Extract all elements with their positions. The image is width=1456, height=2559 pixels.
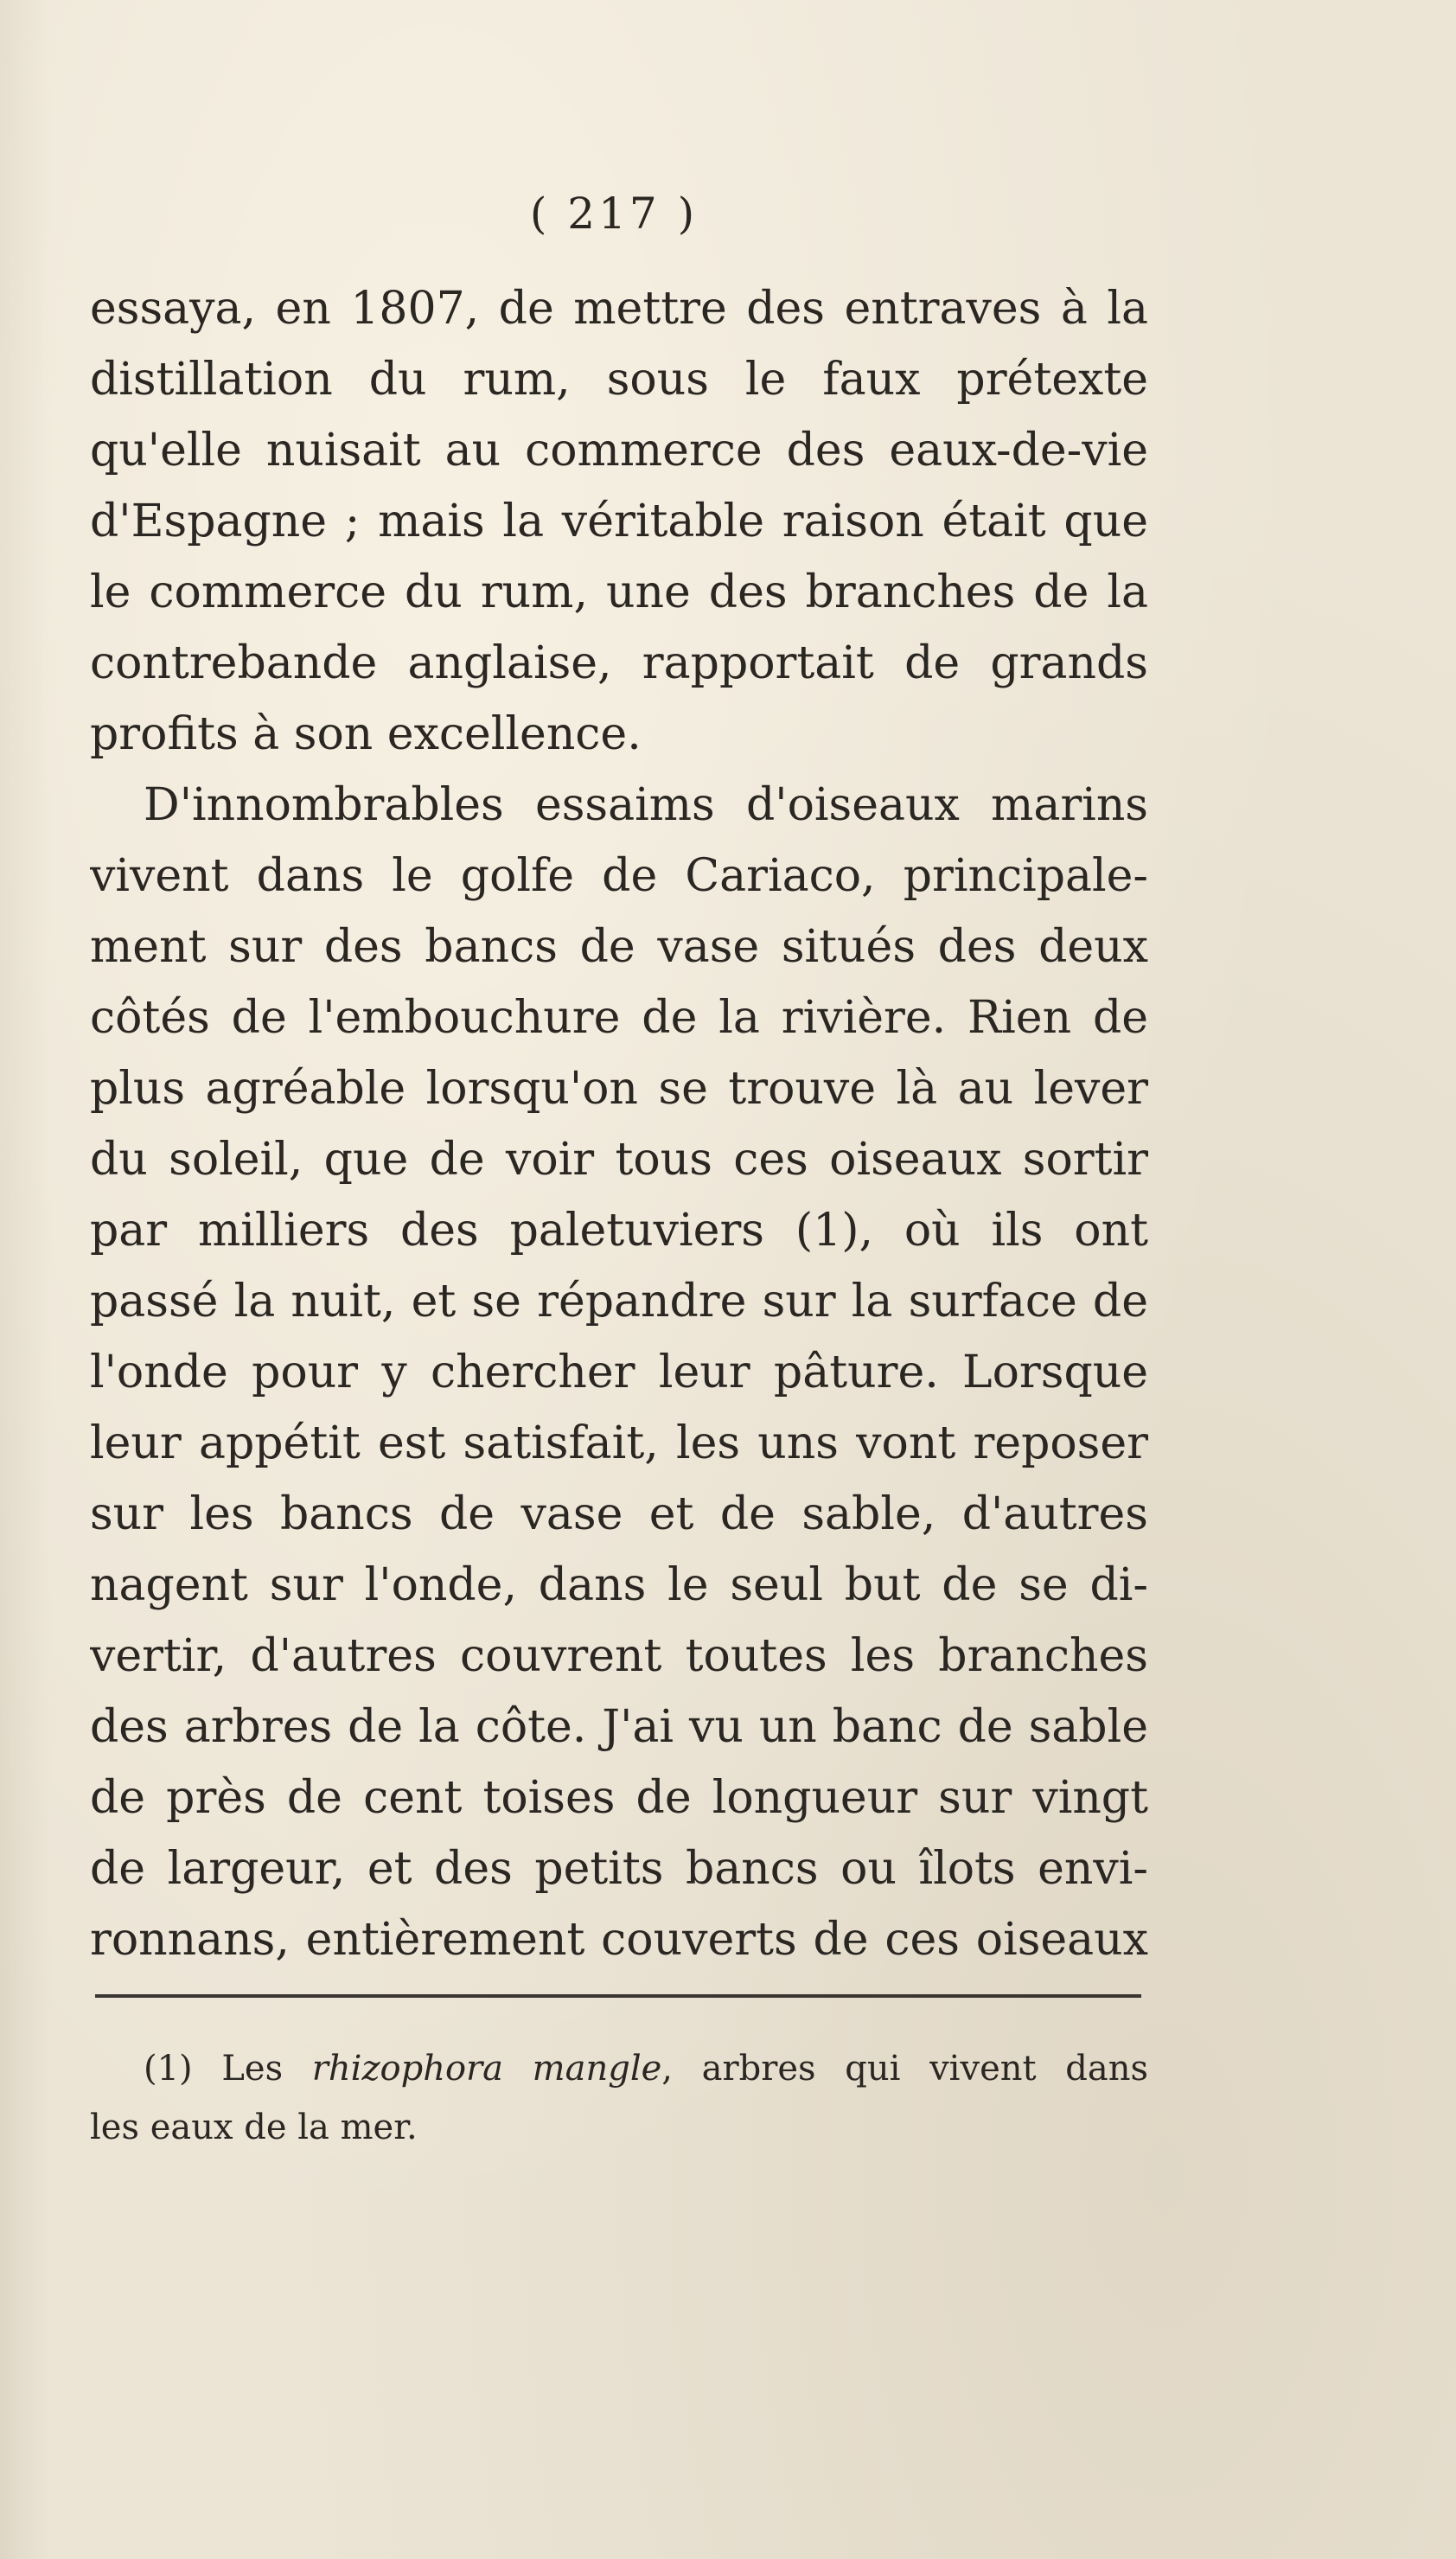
text-line: passé la nuit, et se répandre sur la surface de [90,1276,1148,1327]
text-line: de près de cent toises de longueur sur vingt [90,1772,1148,1824]
text-line: du soleil, que de voir tous ces oiseaux sortir [90,1134,1148,1186]
page-number: ( 217 ) [529,189,699,239]
text-line: essaya, en 1807, de mettre des entraves à la [90,283,1148,335]
footnote-line [90,2039,1148,2098]
footnote-text: , arbres qui vivent dans [661,2049,1148,2089]
text-line: le commerce du rum, une des branches de la [90,566,1148,618]
text-line: côtés de l'embouchure de la rivière. Rien de [90,992,1148,1044]
text-line: nagent sur l'onde, dans le seul but de se di- [90,1559,1148,1611]
text-line: vivent dans le golfe de Cariaco, principale- [90,850,1148,902]
text-line: ment sur des bancs de vase situés des deux [90,921,1148,973]
footnote-marker: (1) Les [144,2049,284,2089]
text-line: des arbres de la côte. J'ai vu un banc de sable [90,1701,1148,1753]
text-line: de largeur, et des petits bancs ou îlots envi- [90,1843,1148,1895]
paragraph-start-line: D'innombrables essaims d'oiseaux marins [144,779,1148,831]
text-line: leur appétit est satisfait, les uns vont reposer [90,1417,1148,1469]
text-line: contrebande anglaise, rapportait de grands [90,637,1148,689]
text-line: plus agréable lorsqu'on se trouve là au lever [90,1063,1148,1115]
text-line: distillation du rum, sous le faux prétexte [90,354,1148,406]
text-line: l'onde pour y chercher leur pâture. Lorsque [90,1347,1148,1398]
text-line: vertir, d'autres couvrent toutes les branches [90,1630,1148,1682]
body-text [90,273,1148,1975]
text-line: par milliers des paletuviers (1), où ils ont [90,1205,1148,1257]
text-line: sur les bancs de vase et de sable, d'autres [90,1488,1148,1540]
footnote-italic-term: rhizophora mangle [311,2049,662,2089]
text-line: qu'elle nuisait au commerce des eaux-de-vie [90,425,1148,477]
text-line: d'Espagne ; mais la véritable raison était que [90,496,1148,547]
text-line: ronnans, entièrement couverts de ces oiseaux [90,1914,1148,1966]
footnote [90,2039,1148,2157]
footnote-line: les eaux de la mer. [90,2108,418,2147]
footnote-divider [95,1994,1141,1998]
text-line: profits à son excellence. [90,708,642,760]
